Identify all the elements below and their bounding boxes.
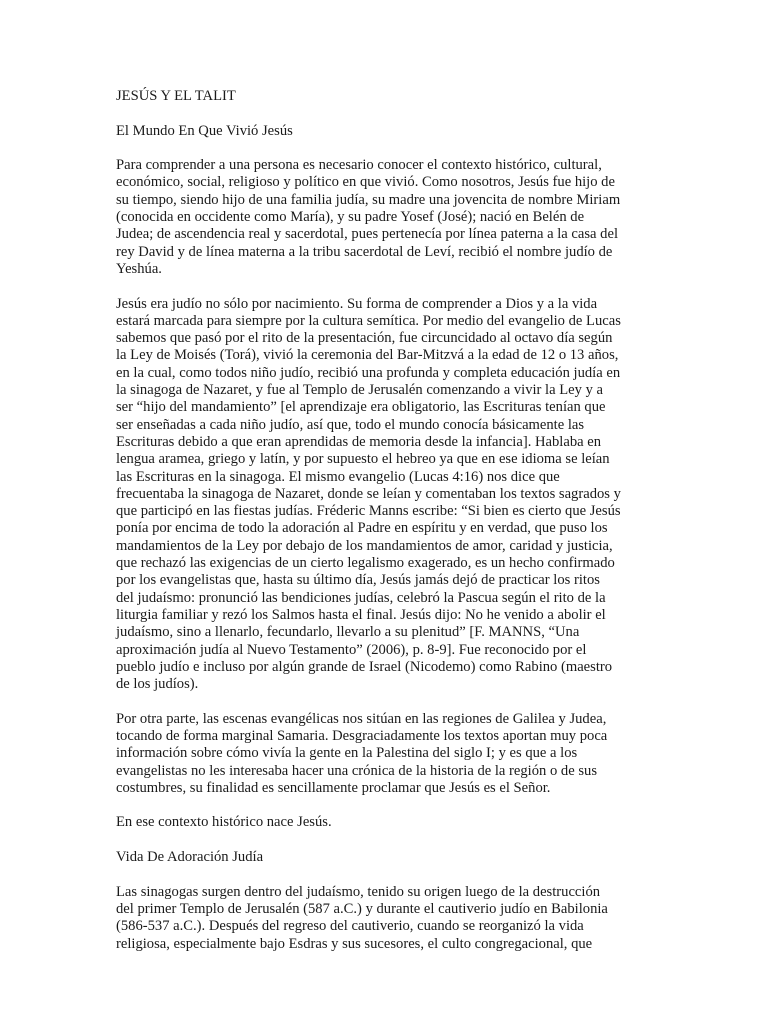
paragraph-nace: En ese contexto histórico nace Jesús.: [116, 814, 332, 831]
section-heading-adoracion: Vida De Adoración Judía: [116, 849, 264, 866]
paragraph-escenas: Por otra parte, las escenas evangélicas nos sitúan en las regiones de Galilea y Judea, tocando de forma marginal Samaria. Desgraciadamente los textos aportan muy poca información sobre cómo vivía la gente en la Palestina del siglo I; y es que a los evangelistas no les interesaba hacer una crónica de la historia de la región o de sus costumbres, su finalidad es sencillamente proclamar que Jesús es el Señor.: [116, 710, 608, 796]
section-heading-mundo: El Mundo En Que Vivió Jesús: [116, 122, 293, 139]
paragraph-sinagogas: Las sinagogas surgen dentro del judaísmo, tenido su origen luego de la destrucción del primer Templo de Jerusalén (587 a.C.) y durante el cautiverio judío en Babilonia (586-537 a.C.). Después del regreso del cautiverio, cuando se reorganizó la vida religiosa, especialmente bajo Esdras y sus sucesores, el culto congregacional, que: [116, 883, 608, 952]
document-page: [116, 88, 654, 970]
document-title: JESÚS Y EL TALIT: [116, 88, 236, 104]
paragraph-contexto: Para comprender a una persona es necesario conocer el contexto histórico, cultural, económico, social, religioso y político en que vivió. Como nosotros, Jesús fue hijo de su tiempo, siendo hijo de una familia judía, su madre una jovencita de nombre Miriam (conocida en occidente como María), y su padre Yosef (José); nació en Belén de Judea; de ascendencia real y sacerdotal, pues pertenecía por línea paterna a la casa del rey David y de línea materna a la tribu sacerdotal de Leví, recibió el nombre judío de Yeshúa.: [116, 157, 621, 277]
paragraph-judio: Jesús era judío no sólo por nacimiento. Su forma de comprender a Dios y a la vida estará marcada para siempre por la cultura semítica. Por medio del evangelio de Lucas sabemos que pasó por el rito de la presentación, fue circuncidado al octavo día según la Ley de Moisés (Torá), vivió la ceremonia del Bar-Mitzvá a la edad de 12 o 13 años, en la cual, como todos niño judío, recibió una profunda y completa educación judía en la sinagoga de Nazaret, y fue al Templo de Jerusalén comenzando a vivir la Ley y a ser “hijo del mandamiento” [el aprendizaje era obligatorio, las Escrituras tenían que ser enseñadas a cada niño judío, así que, todo el mundo conocía básicamente las Escrituras debido a que eran aprendidas de memoria desde la infancia]. Hablaba en lengua aramea, griego y latín, y por supuesto el hebreo ya que en ese idioma se leían las Escrituras en la sinagoga. El mismo evangelio (Lucas 4:16) nos dice que frecuentaba la sinagoga de Nazaret, donde se leían y comentaban los textos sagrados y que participó en las fiestas judías. Fréderic Manns escribe: “Si bien es cierto que Jesús ponía por encima de todo la adoración al Padre en espíritu y en verdad, que puso los mandamientos de la Ley por debajo de los mandamientos de amor, caridad y justicia, que rechazó las exigencias de un cierto legalismo exagerado, es un hecho confirmado por los evangelistas que, hasta su último día, Jesús jamás dejó de practicar los ritos del judaísmo: pronunció las bendiciones judías, celebró la Pascua según el rito de la liturgia familiar y rezó los Salmos hasta el final. Jesús dijo: No he venido a abolir el judaísmo, sino a llenarlo, fecundarlo, llevarlo a su plenitud” [F. MANNS, “Una aproximación judía al Nuevo Testamento” (2006), p. 8-9]. Fue reconocido por el pueblo judío e incluso por algún grande de Israel (Nicodemo) como Rabino (maestro de los judíos).: [116, 295, 621, 693]
